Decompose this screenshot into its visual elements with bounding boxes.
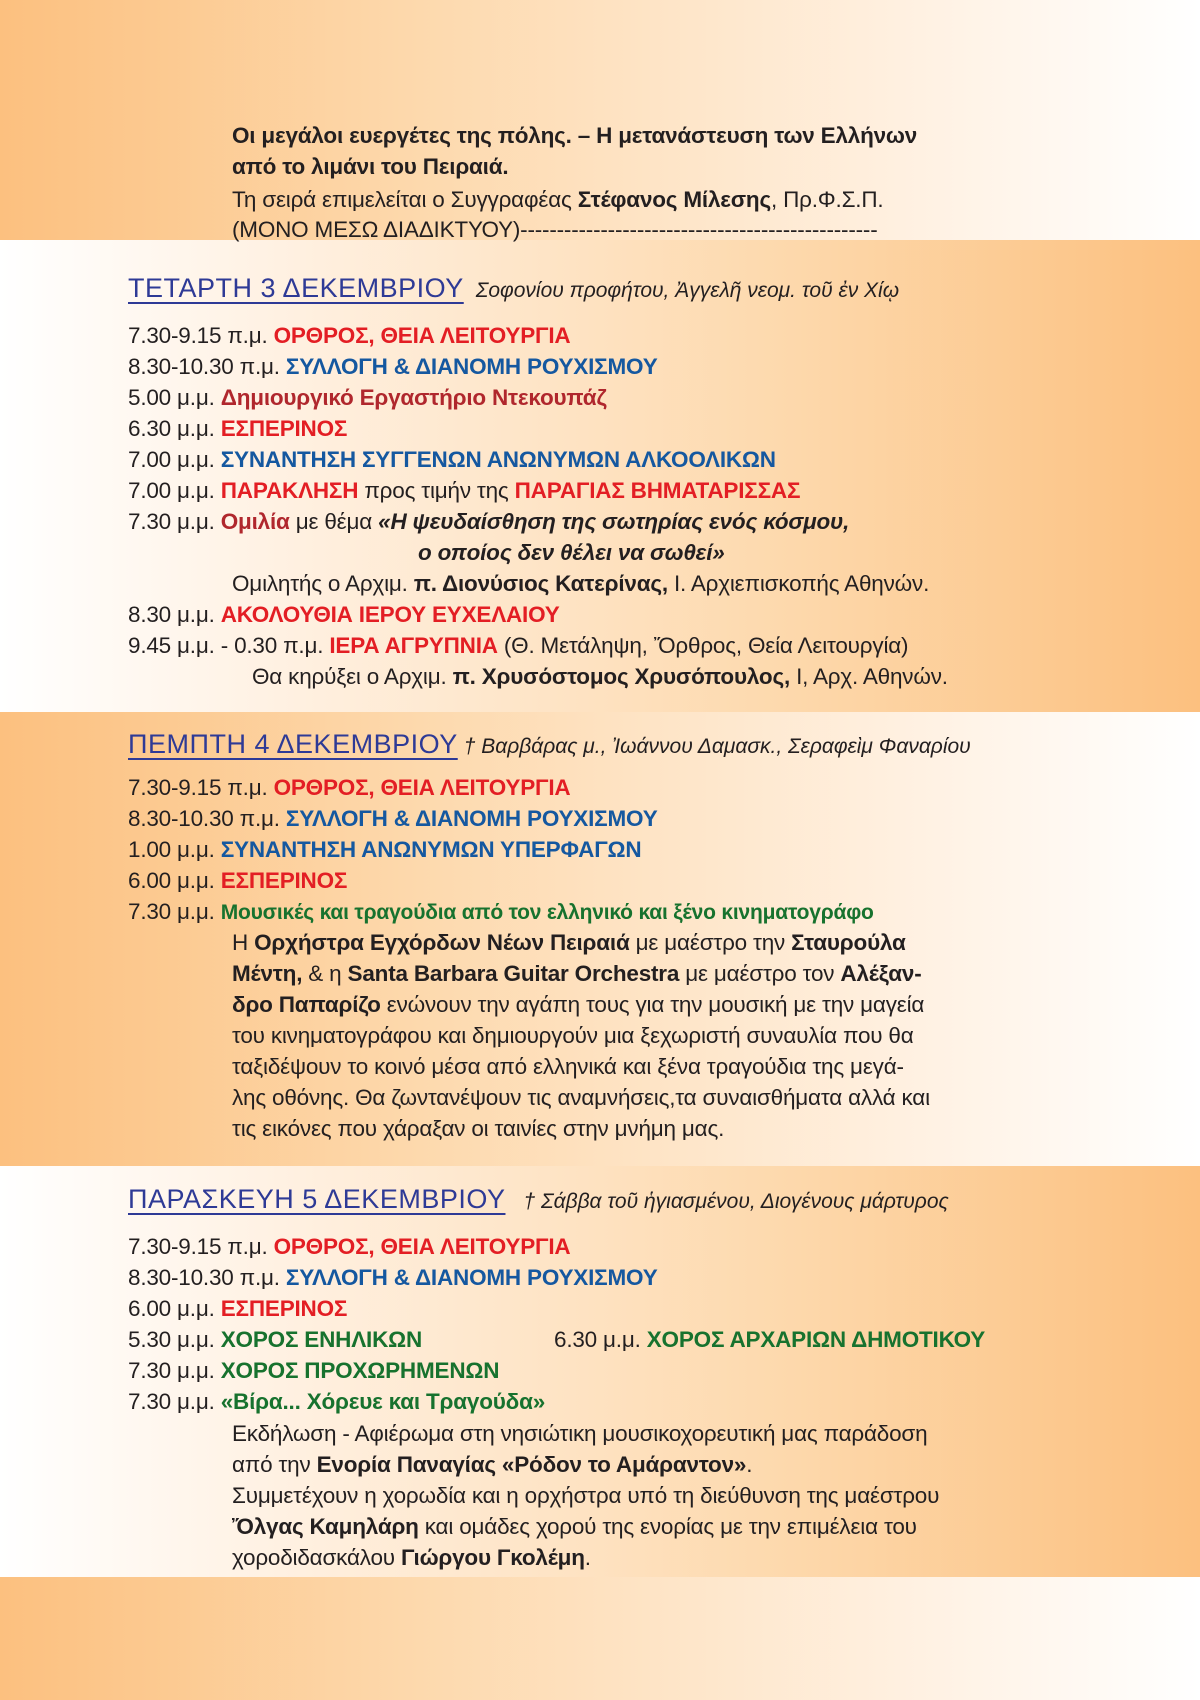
event-row <box>128 600 560 630</box>
event-row <box>128 383 607 413</box>
event-row <box>128 1356 499 1386</box>
event-text: με θέμα <box>289 509 379 534</box>
description-line: ταξιδέψουν το κοινό μέσα από ελληνικά και ξένα τραγούδια της μεγά- <box>232 1054 904 1079</box>
event-title: Μουσικές και τραγούδια από τον ελληνικό και ξένο κινηματογράφο <box>220 901 874 924</box>
event-title: ΧΟΡΟΣ ΕΝΗΛΙΚΩΝ <box>220 1327 423 1352</box>
event-title: ΕΣΠΕΡΙΝΟΣ <box>220 1296 348 1321</box>
event-row <box>128 897 874 928</box>
event-title: ΟΡΘΡΟΣ, ΘΕΙΑ ΛΕΙΤΟΥΡΓΙΑ <box>273 775 571 800</box>
event-row <box>128 631 908 661</box>
event-title: Δημιουργικό Εργαστήριο Ντεκουπάζ <box>220 385 607 410</box>
event-time: 8.30-10.30 π.μ. <box>128 1265 286 1290</box>
desc-text: & η <box>302 961 348 986</box>
desc-text: Η <box>232 930 255 955</box>
description-line: Συμμετέχουν η χορωδία και η ορχήστρα υπό τη διεύθυνση της μαέστρου <box>232 1483 940 1508</box>
event-row <box>128 773 570 803</box>
event-time: 9.45 μ.μ. - 0.30 π.μ. <box>128 633 330 658</box>
event-time: 8.30 μ.μ. <box>128 602 221 627</box>
description-line <box>232 1512 917 1542</box>
conductor-name: Αλέξαν- <box>840 961 922 986</box>
feast-text: Σοφονίου προφήτου, Ἀγγελῆ νεομ. τοῦ ἐν Χίῳ <box>475 279 900 302</box>
event-row <box>128 507 849 537</box>
event-time: 7.30-9.15 π.μ. <box>128 323 274 348</box>
event-text: Ι. Αρχιεπισκοπής Αθηνών. <box>667 571 930 596</box>
event-row <box>554 1325 985 1355</box>
event-row <box>128 1387 545 1417</box>
event-title: ΣΥΛΛΟΓΗ & ΔΙΑΝΟΜΗ ΡΟΥΧΙΣΜΟΥ <box>285 1265 658 1290</box>
event-time: 8.30-10.30 π.μ. <box>128 354 286 379</box>
description-line <box>232 1450 752 1480</box>
event-title: ΣΥΛΛΟΓΗ & ΔΙΑΝΟΜΗ ΡΟΥΧΙΣΜΟΥ <box>285 806 658 831</box>
desc-text: με μαέστρο την <box>629 930 792 955</box>
day-title: ΤΕΤΑΡΤΗ 3 ΔΕΚΕΜΒΡΙΟΥ <box>128 273 464 303</box>
description-line: λης οθόνης. Θα ζωντανέψουν τις αναμνήσεις,τα συναισθήματα αλλά και <box>232 1085 930 1110</box>
event-row <box>128 1325 422 1355</box>
event-row <box>128 414 347 444</box>
intro-text: , Πρ.Φ.Σ.Π. <box>770 187 884 212</box>
speaker-line <box>252 662 948 692</box>
event-title: ΠΑΡΑΓΙΑΣ ΒΗΜΑΤΑΡΙΣΣΑΣ <box>514 478 801 503</box>
description-line <box>232 1543 591 1573</box>
orchestra-name: Ορχήστρα Εγχόρδων Νέων Πειραιά <box>254 930 630 955</box>
description-line: του κινηματογράφου και δημιουργούν μια ξεχωριστή συναυλία που θα <box>232 1023 914 1048</box>
feast-text: † Σάββα τοῦ ἡγιασμένου, Διογένους μάρτυρος <box>523 1190 949 1213</box>
description-line: Εκδήλωση - Αφιέρωμα στη νησιώτικη μουσικοχορευτική μας παράδοση <box>232 1421 928 1446</box>
event-time: 5.30 μ.μ. <box>128 1327 221 1352</box>
day-header-friday <box>128 1184 949 1215</box>
event-time: 7.00 μ.μ. <box>128 447 221 472</box>
event-time: 5.00 μ.μ. <box>128 385 221 410</box>
desc-text: . <box>584 1545 591 1570</box>
desc-text: ενώνουν την αγάπη τους για την μουσική με την μαγεία <box>380 992 925 1017</box>
event-text: Θα κηρύξει ο Αρχιμ. <box>252 664 453 689</box>
event-title: ΑΚΟΛΟΥΘΙΑ ΙΕΡΟΥ ΕΥΧΕΛΑΙΟΥ <box>220 602 560 627</box>
event-text: (Θ. Μετάληψη, Ὄρθρος, Θεία Λειτουργία) <box>497 633 909 658</box>
desc-text: . <box>746 1452 753 1477</box>
orchestra-name: Santa Barbara Guitar Orchestra <box>347 961 680 986</box>
event-time: 7.30 μ.μ. <box>128 509 221 534</box>
event-time: 6.30 μ.μ. <box>128 416 221 441</box>
event-title: ΧΟΡΟΣ ΠΡΟΧΩΡΗΜΕΝΩΝ <box>220 1358 500 1383</box>
description-line <box>232 928 906 958</box>
intro-online-note: (ΜΟΝΟ ΜΕΣΩ ΔΙΑΔΙΚΤΥΟΥ)------------------------------------------------- <box>232 217 878 242</box>
event-time: 7.00 μ.μ. <box>128 478 221 503</box>
event-title: ΟΡΘΡΟΣ, ΘΕΙΑ ΛΕΙΤΟΥΡΓΙΑ <box>273 1234 571 1259</box>
event-time: 1.00 μ.μ. <box>128 837 221 862</box>
event-row <box>128 476 800 506</box>
description-line: τις εικόνες που χάραξαν οι ταινίες στην μνήμη μας. <box>232 1116 725 1141</box>
event-row <box>128 804 658 834</box>
conductor-name: Ὄλγας Καμηλάρη <box>232 1514 419 1539</box>
event-time: 8.30-10.30 π.μ. <box>128 806 286 831</box>
event-time: 7.30-9.15 π.μ. <box>128 1234 274 1259</box>
event-title: «Βίρα... Χόρευε και Τραγούδα» <box>220 1389 546 1414</box>
desc-text: χοροδιδασκάλου <box>232 1545 401 1570</box>
event-text: Ι, Αρχ. Αθηνών. <box>790 664 948 689</box>
event-title: ΣΥΝΑΝΤΗΣΗ ΣΥΓΓΕΝΩΝ ΑΝΩΝΥΜΩΝ ΑΛΚΟΟΛΙΚΩΝ <box>220 447 776 472</box>
talk-topic-continued: ο οποίος δεν θέλει να σωθεί» <box>418 540 725 565</box>
intro-curator-line <box>232 185 883 215</box>
day-title: ΠΕΜΠΤΗ 4 ΔΕΚΕΜΒΡΙΟΥ <box>128 729 458 759</box>
speaker-name: π. Διονύσιος Κατερίνας, <box>413 571 668 596</box>
intro-title-line2: από το λιμάνι του Πειραιά. <box>232 154 509 179</box>
event-time: 6.00 μ.μ. <box>128 1296 221 1321</box>
desc-text: με μαέστρο τον <box>679 961 841 986</box>
event-time: 6.30 μ.μ. <box>554 1327 647 1352</box>
parish-name: Ενορία Παναγίας «Ρόδον το Αμάραντον» <box>316 1452 747 1477</box>
desc-text: από την <box>232 1452 317 1477</box>
intro-title-line1: Οι μεγάλοι ευεργέτες της πόλης. – Η μετανάστευση των Ελλήνων <box>232 123 918 148</box>
event-row <box>128 352 658 382</box>
event-time: 7.30 μ.μ. <box>128 1358 221 1383</box>
event-time: 7.30 μ.μ. <box>128 899 221 924</box>
event-time: 7.30-9.15 π.μ. <box>128 775 274 800</box>
speaker-line <box>232 569 929 599</box>
event-title: ΙΕΡΑ ΑΓΡΥΠΝΙΑ <box>329 633 498 658</box>
desc-text: και ομάδες χορού της ενορίας με την επιμέλεια του <box>418 1514 917 1539</box>
event-title: ΟΡΘΡΟΣ, ΘΕΙΑ ΛΕΙΤΟΥΡΓΙΑ <box>273 323 571 348</box>
day-header-thursday <box>128 729 971 760</box>
talk-topic: «Η ψευδαίσθηση της σωτηρίας ενός κόσμου, <box>378 509 850 534</box>
event-title: ΣΥΝΑΝΤΗΣΗ ΑΝΩΝΥΜΩΝ ΥΠΕΡΦΑΓΩΝ <box>220 837 642 862</box>
curator-name: Στέφανος Μίλεσης <box>577 187 771 212</box>
event-text: Ομιλητής ο Αρχιμ. <box>232 571 414 596</box>
conductor-name: Μέντη, <box>232 961 303 986</box>
event-row <box>128 866 347 896</box>
event-time: 6.00 μ.μ. <box>128 868 221 893</box>
intro-text: Τη σειρά επιμελείται ο Συγγραφέας <box>232 187 578 212</box>
event-text: προς τιμήν της <box>358 478 515 503</box>
event-row <box>128 1232 570 1262</box>
event-row <box>128 1294 347 1324</box>
conductor-name: Σταυρούλα <box>791 930 906 955</box>
speaker-name: π. Χρυσόστομος Χρυσόπουλος, <box>452 664 791 689</box>
event-title: Ομιλία <box>220 509 290 534</box>
event-time: 7.30 μ.μ. <box>128 1389 221 1414</box>
event-row <box>128 321 570 351</box>
event-row <box>128 445 776 475</box>
feast-text: † Βαρβάρας μ., Ἰωάννου Δαμασκ., Σεραφεὶμ Φαναρίου <box>463 735 971 758</box>
event-title: ΕΣΠΕΡΙΝΟΣ <box>220 416 348 441</box>
event-title: ΠΑΡΑΚΛΗΣΗ <box>220 478 359 503</box>
description-line <box>232 990 924 1020</box>
description-line <box>232 959 922 989</box>
event-title: ΧΟΡΟΣ ΑΡΧΑΡΙΩΝ ΔΗΜΟΤΙΚΟΥ <box>646 1327 986 1352</box>
day-title: ΠΑΡΑΣΚΕΥΗ 5 ΔΕΚΕΜΒΡΙΟΥ <box>128 1184 506 1214</box>
event-title: ΕΣΠΕΡΙΝΟΣ <box>220 868 348 893</box>
event-title: ΣΥΛΛΟΓΗ & ΔΙΑΝΟΜΗ ΡΟΥΧΙΣΜΟΥ <box>285 354 658 379</box>
event-row <box>128 1263 658 1293</box>
day-header-wednesday <box>128 273 899 304</box>
conductor-name: δρο Παπαρίζο <box>232 992 381 1017</box>
teacher-name: Γιώργου Γκολέμη <box>400 1545 585 1570</box>
event-row <box>128 835 641 865</box>
